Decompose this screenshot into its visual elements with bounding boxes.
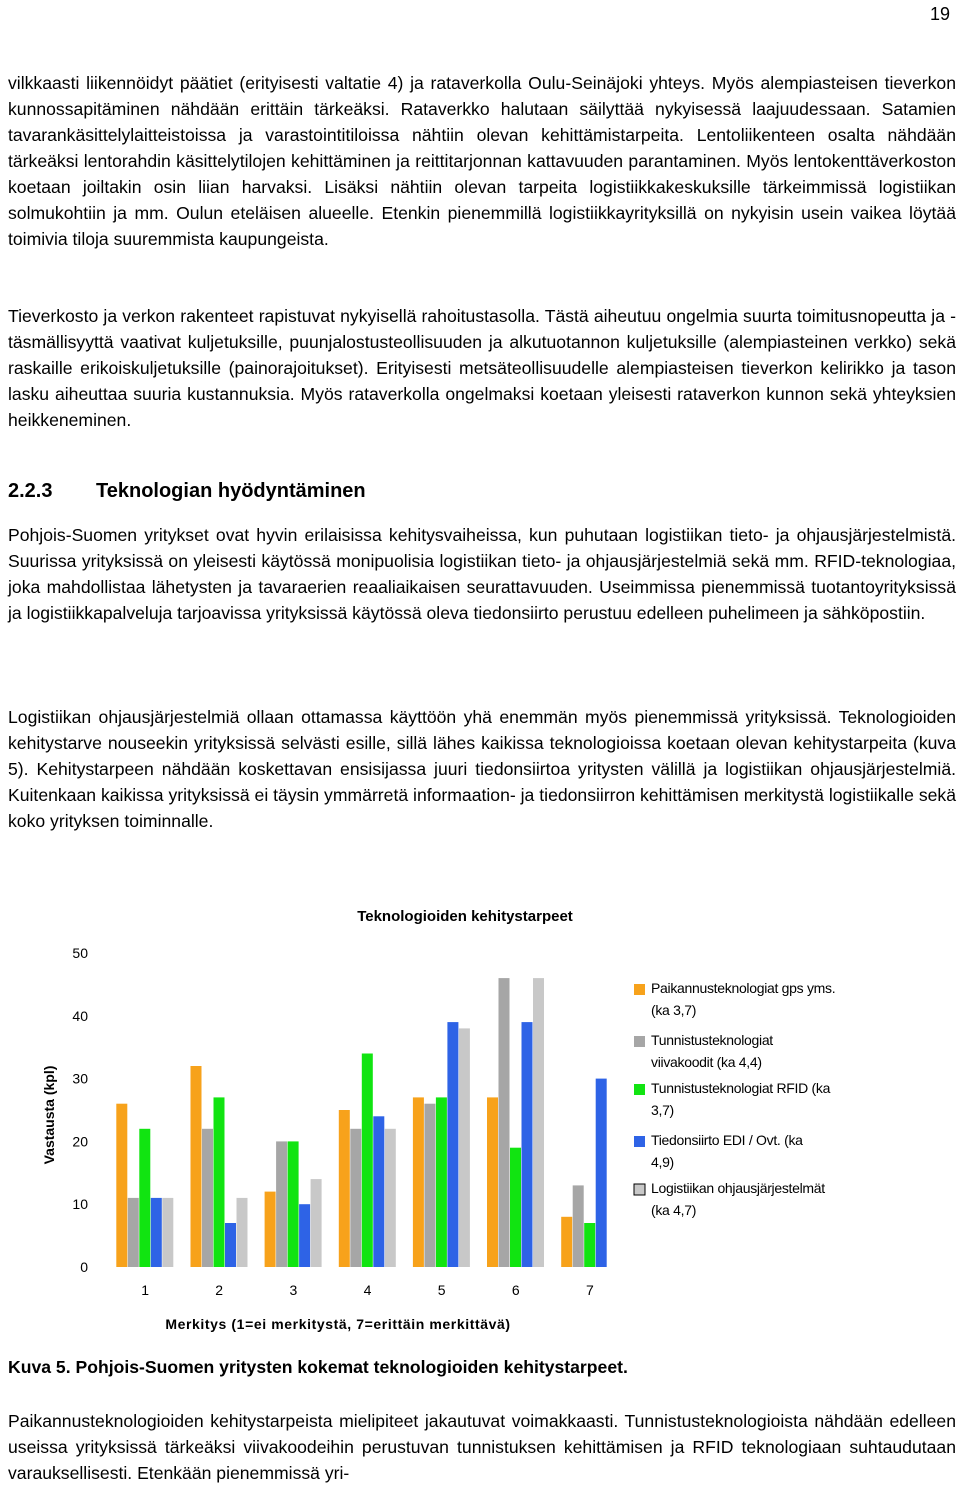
bar-series-3-cat-2 [214, 1097, 225, 1267]
chart-title: Teknologioiden kehitystarpeet [357, 908, 573, 925]
paragraph-4: Logistiikan ohjausjärjestelmiä ollaan ottamassa käyttöön yhä enemmän myös pienemmissä yrityksissä. Teknologioiden kehitystarve nouseekin yrityksissä selvästi esille, sillä lähes kaikissa teknologioissa koetaan olevan kehitystarpeita (kuva 5). Kehitystarpeen nähdään koskettavan ensisijassa juuri tiedonsiirtoa yritysten välillä ja logistiikan ohjausjärjestelmiä. Kuitenkaan kaikissa yrityksissä ei täysin ymmärretä informaation- ja tiedonsiirron kehittämisen merkitystä logistiikalle sekä koko yrityksen toiminnalle. [8, 707, 956, 831]
technology-needs-chart [0, 895, 960, 1345]
bar-series-2-cat-4 [350, 1129, 361, 1267]
bar-series-3-cat-4 [362, 1054, 373, 1268]
bar-series-3-cat-3 [288, 1141, 299, 1267]
legend-swatch [634, 1084, 645, 1095]
x-tick-label: 1 [141, 1282, 149, 1298]
paragraph-5: Paikannusteknologioiden kehitystarpeista mielipiteet jakautuvat voimakkaasti. Tunnistusteknologioista nähdään edelleen useissa yrityksissä tärkeäksi viivakoodeihin perustuvan tunnistuksen kehittämisen ja RFID teknologiaan suhtaudutaan varauksellisesti. Etenkään pienemmissä yri- [8, 1411, 956, 1483]
bar-series-3-cat-7 [584, 1223, 595, 1267]
bar-series-2-cat-5 [424, 1104, 435, 1267]
legend-swatch [634, 1184, 645, 1195]
bar-series-4-cat-6 [522, 1022, 533, 1267]
x-tick-label: 6 [511, 1282, 520, 1298]
bar-series-4-cat-2 [225, 1223, 236, 1267]
bar-series-1-cat-6 [487, 1097, 498, 1267]
bar-series-1-cat-1 [116, 1104, 127, 1267]
legend-label: Tunnistusteknologiat RFID (ka 3,7) [651, 1080, 831, 1118]
x-tick-label: 3 [289, 1282, 298, 1298]
legend-item-5 [634, 1180, 825, 1218]
bar-series-1-cat-3 [265, 1192, 276, 1267]
bar-series-4-cat-4 [373, 1116, 384, 1267]
legend-swatch [634, 984, 645, 995]
bar-series-5-cat-2 [237, 1198, 248, 1267]
bar-series-5-cat-5 [459, 1028, 470, 1267]
legend-item-1 [634, 980, 835, 1018]
bar-series-3-cat-1 [139, 1129, 150, 1267]
bar-series-3-cat-6 [510, 1148, 521, 1267]
bar-series-1-cat-5 [413, 1097, 424, 1267]
legend-item-2 [634, 1032, 773, 1070]
legend-item-4 [634, 1132, 803, 1170]
bar-series-1-cat-2 [191, 1066, 202, 1267]
section-number: 2.2.3 [8, 480, 53, 502]
bar-series-5-cat-1 [162, 1198, 173, 1267]
x-tick-label: 5 [437, 1282, 446, 1298]
bar-series-2-cat-6 [499, 978, 510, 1267]
y-tick-label: 10 [72, 1196, 88, 1213]
legend-item-3 [634, 1080, 831, 1118]
x-tick-label: 4 [363, 1282, 372, 1298]
bar-series-5-cat-4 [385, 1129, 396, 1267]
page-number: 19 [929, 4, 950, 24]
x-tick-label: 7 [586, 1282, 594, 1298]
chart-x-axis-label: Merkitys (1=ei merkitystä, 7=erittäin merkittävä) [165, 1316, 511, 1332]
bar-series-4-cat-3 [299, 1204, 310, 1267]
bar-series-3-cat-5 [436, 1097, 447, 1267]
figure-caption: Kuva 5. Pohjois-Suomen yritysten kokemat teknologioiden kehitystarpeet. [8, 1357, 628, 1377]
x-tick-label: 2 [215, 1282, 224, 1298]
bar-series-2-cat-7 [573, 1185, 584, 1267]
legend-label: Paikannusteknologiat gps yms. (ka 3,7) [651, 980, 836, 1018]
legend-label: Logistiikan ohjausjärjestelmät (ka 4,7) [651, 1180, 825, 1218]
y-tick-label: 40 [72, 1007, 88, 1024]
bar-series-4-cat-7 [596, 1079, 607, 1267]
chart-y-axis-label: Vastausta (kpl) [41, 1065, 57, 1165]
bar-series-2-cat-3 [276, 1141, 287, 1267]
legend-label: Tiedonsiirto EDI / Ovt. (ka 4,9) [651, 1132, 803, 1170]
y-tick-label: 0 [80, 1259, 88, 1275]
bar-series-5-cat-6 [533, 978, 544, 1267]
bar-series-5-cat-3 [311, 1179, 322, 1267]
bar-series-4-cat-1 [151, 1198, 162, 1267]
bar-series-1-cat-4 [339, 1110, 350, 1267]
bar-series-2-cat-2 [202, 1129, 213, 1267]
y-tick-label: 30 [72, 1070, 88, 1087]
legend-label: Tunnistusteknologiat viivakoodit (ka 4,4) [651, 1032, 773, 1070]
legend-swatch [634, 1036, 645, 1047]
bar-series-4-cat-5 [447, 1022, 458, 1267]
paragraph-3: Pohjois-Suomen yritykset ovat hyvin erilaisissa kehitysvaiheissa, kun puhutaan logistiikan tieto- ja ohjausjärjestelmistä. Suurissa yrityksissä on yleisesti käytössä monipuolisia logistiikan tieto- ja ohjausjärjestelmiä sekä mm. RFID-teknologiaa, joka mahdollistaa lähetysten ja tavaraerien reaaliaikaisen seurattavuuden. Useimmissa pienemmissä tuotantoyrityksissä ja logistiikkapalveluja tarjoavissa yrityksissä käytössä oleva tiedonsiirto perustuu edelleen puhelimeen ja sähköpostiin. [8, 525, 956, 623]
y-tick-label: 20 [72, 1133, 88, 1150]
legend-swatch [634, 1136, 645, 1147]
y-tick-label: 50 [72, 945, 88, 961]
bar-series-2-cat-1 [128, 1198, 139, 1267]
paragraph-1: vilkkaasti liikennöidyt päätiet (erityisesti valtatie 4) ja rataverkolla Oulu-Seinäjoki yhteys. Myös alempiasteisen tieverkon kunnossapitäminen nähdään erittäin tärkeäksi. Rataverkko halutaan säilyttää nykyisessä laajuudessaan. Satamien tavarankäsittelylaitteistoissa ja varastointitiloissa nähtiin olevan kehittämistarpeita. Lentoliikenteen osalta nähdään tärkeäksi lentorahdin käsittelytilojen kehittäminen ja reittitarjonnan kattavuuden parantaminen. Myös lentokenttäverkoston koetaan joiltakin osin liian harvaksi. Lisäksi nähtiin olevan tarpeita logistiikkakeskuksille tärkeimmissä logistiikan solmukohtiin ja mm. Oulun eteläisen alueelle. Etenkin pienemmillä logistiikkayrityksillä on nykyisin usein vaikea löytää toimivia tiloja suuremmista kaupungeista. [8, 73, 956, 249]
section-title: Teknologian hyödyntäminen [96, 480, 366, 502]
bar-series-1-cat-7 [561, 1217, 572, 1267]
paragraph-2: Tieverkosto ja verkon rakenteet rapistuvat nykyisellä rahoitustasolla. Tästä aiheutuu ongelmia suurta toimitusnopeutta ja -täsmällisyyttä vaativat kuljetuksille, puunjalostusteollisuuden ja alkutuotannon kuljetuksille (alempiasteinen verkko) sekä raskaille erikoiskuljetuksille (painorajoitukset). Erityisesti metsäteollisuudelle alempiasteisen tieverkon kelirikko ja tason lasku aiheuttaa suuria kustannuksia. Myös rataverkolla ongelmaksi koetaan yleisesti rataverkon kunnon sekä yhteyksien heikkeneminen. [8, 306, 956, 430]
section-heading [8, 480, 366, 503]
